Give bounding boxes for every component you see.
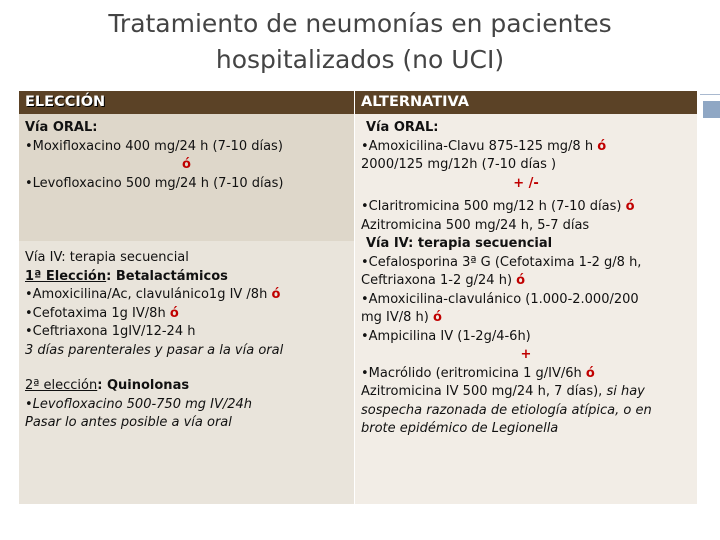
alt-item-azitromicina-iv: Azitromicina IV 500 mg/24 h, 7 días), si hay	[361, 384, 645, 399]
alt-item-amoxicilina-clavulanico-2: mg IV/8 h) ó	[361, 310, 442, 325]
alt-item-amoxicilina-clavulanico: •Amoxicilina-clavulánico (1.000-2.000/200	[361, 291, 639, 307]
iv-item-cefotaxima: •Cefotaxima 1g IV/8h ó	[25, 305, 179, 321]
iv-note-2: Pasar lo antes posible a vía oral	[25, 415, 232, 430]
alt-oral-heading: Vía ORAL:	[366, 120, 439, 135]
decorative-line	[700, 94, 720, 95]
oral-or: ó	[182, 157, 191, 172]
oral-item-moxifloxacino: •Moxifloxacino 400 mg/24 h (7-10 días)	[25, 138, 283, 154]
alt-item-cefalosporina: •Cefalosporina 3ª G (Cefotaxima 1-2 g/8 h,	[361, 254, 642, 270]
title-line-1: Tratamiento de neumonías en pacientes	[108, 9, 612, 38]
alt-iv-heading: Vía IV: terapia secuencial	[366, 236, 553, 251]
alt-plus: +	[520, 347, 532, 362]
cell-alternativa	[355, 114, 697, 504]
alt-note-2: brote epidémico de Legionella	[361, 421, 559, 436]
second-choice-text: : Quinolonas	[97, 378, 190, 393]
iv-item-amoxicilina: •Amoxicilina/Ac, clavulánico1g IV /8h ó	[25, 287, 281, 302]
alt-item-macrolido: •Macrólido (eritromicina 1 g/IV/6h ó	[361, 365, 595, 381]
iv-item-ceftriaxona: •Ceftriaxona 1gIV/12-24 h	[25, 324, 196, 339]
oral-heading: Vía ORAL:	[25, 120, 98, 135]
second-choice-label: 2ª elección	[25, 378, 98, 393]
title-line-2: hospitalizados (no UCI)	[215, 45, 505, 74]
alt-item-claritromicina: •Claritromicina 500 mg/12 h (7-10 días) ó	[361, 199, 635, 214]
iv-heading: Vía IV: terapia secuencial	[25, 250, 189, 265]
alt-item-ampicilina: •Ampicilina IV (1-2g/4-6h)	[361, 328, 531, 344]
column-divider	[354, 114, 355, 504]
alt-item-ceftriaxona: Ceftriaxona 1-2 g/24 h) ó	[361, 273, 526, 288]
cell-eleccion-oral	[19, 114, 354, 241]
alt-note-1: sospecha razonada de etiología atípica, o en	[361, 402, 652, 418]
cell-eleccion-iv	[19, 241, 354, 504]
iv-first-choice	[25, 268, 348, 287]
decorative-square	[703, 101, 720, 118]
first-choice-label: 1ª Elección	[25, 268, 107, 284]
header-eleccion: ELECCIÓN	[19, 91, 354, 114]
alt-item-azitromicina: Azitromicina 500 mg/24 h, 5-7 días	[361, 217, 590, 233]
alt-item-amoxicilina-clavu: •Amoxicilina-Clavu 875-125 mg/8 h ó	[361, 138, 607, 154]
alt-item-amoxicilina-clavu-2: 2000/125 mg/12h (7-10 días )	[361, 157, 557, 172]
page-title	[0, 6, 720, 78]
iv-second-choice	[25, 377, 348, 396]
first-choice-text: : Betalactámicos	[106, 268, 228, 284]
oral-item-levofloxacino: •Levofloxacino 500 mg/24 h (7-10 días)	[25, 175, 284, 191]
alt-plus-or: + /-	[513, 175, 539, 191]
iv-item-levofloxacino: •Levofloxacino 500-750 mg IV/24h	[25, 396, 253, 412]
header-alternativa: ALTERNATIVA	[355, 91, 697, 114]
iv-note: 3 días parenterales y pasar a la vía oral	[25, 342, 284, 358]
